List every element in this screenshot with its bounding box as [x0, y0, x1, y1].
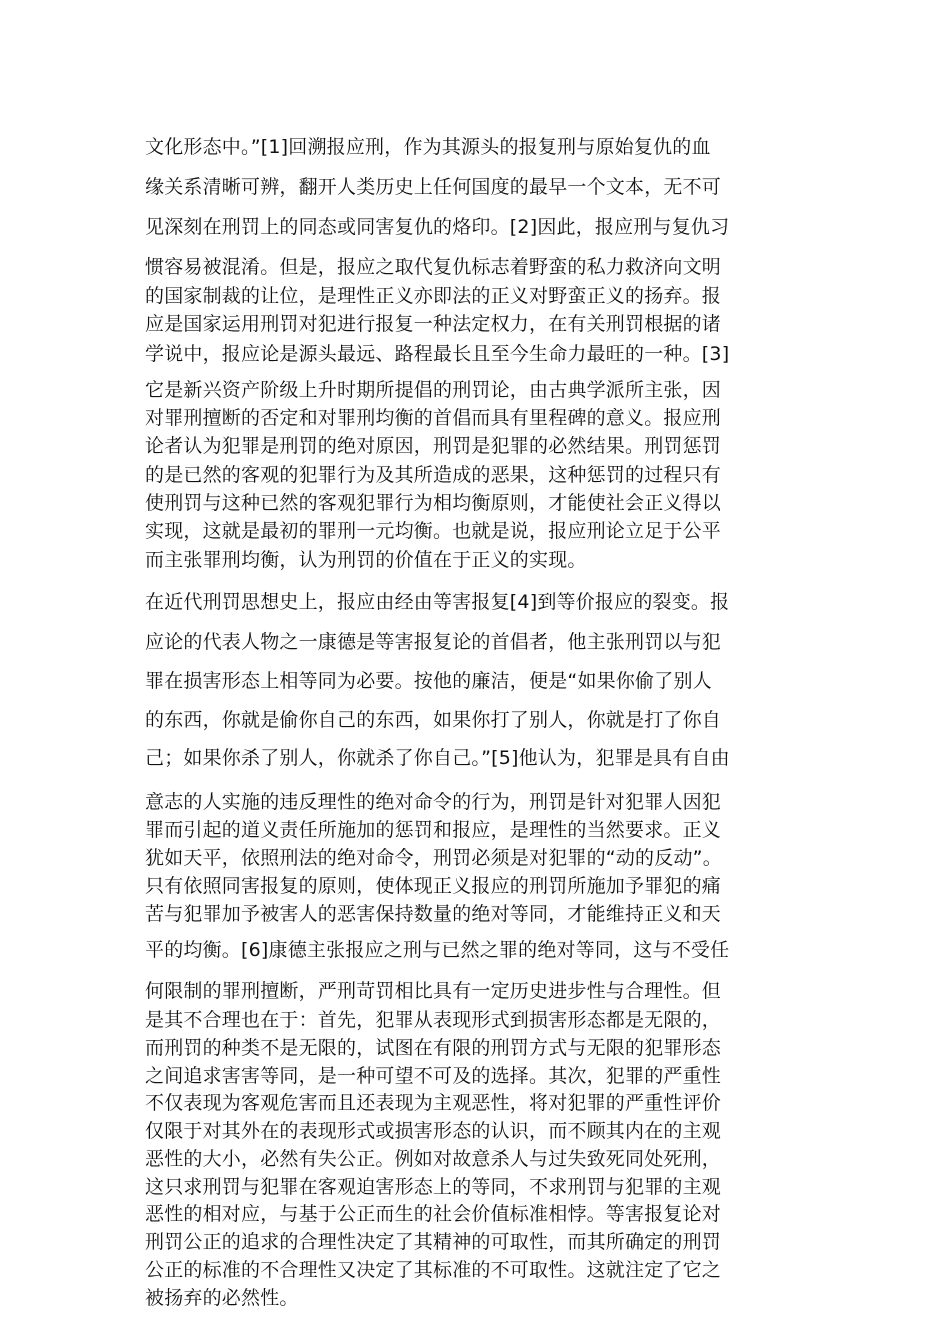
text-line: 见深刻在刑罚上的同态或同害复仇的烙印。[2]因此，报应刑与复仇习 — [145, 216, 730, 238]
text-line: 恶性的大小，必然有失公正。例如对故意杀人与过失致死同处死刑， — [145, 1148, 722, 1170]
text-line: 惯容易被混淆。但是，报应之取代复仇标志着野蛮的私力救济向文明 — [145, 256, 722, 278]
text-line: 己；如果你杀了别人，你就杀了你自己。”[5]他认为，犯罪是具有自由 — [145, 747, 730, 769]
text-line: 平的均衡。[6]康德主张报应之刑与已然之罪的绝对等同，这与不受任 — [145, 939, 730, 961]
text-line: 的是已然的客观的犯罪行为及其所造成的恶果，这种惩罚的过程只有 — [145, 464, 722, 486]
text-line: 学说中，报应论是源头最远、路程最长且至今生命力最旺的一种。[3] — [145, 343, 730, 365]
text-line: 被扬弃的必然性。 — [145, 1287, 299, 1309]
text-line: 的国家制裁的让位，是理性正义亦即法的正义对野蛮正义的扬弃。报 — [145, 285, 722, 307]
text-line: 的东西，你就是偷你自己的东西，如果你打了别人，你就是打了你自 — [145, 709, 722, 731]
text-line: 是其不合理也在于：首先，犯罪从表现形式到损害形态都是无限的， — [145, 1009, 722, 1031]
text-line: 论者认为犯罪是刑罚的绝对原因，刑罚是犯罪的必然结果。刑罚惩罚 — [145, 435, 722, 457]
text-line: 而主张罪刑均衡，认为刑罚的价值在于正义的实现。 — [145, 549, 587, 571]
text-line: 使刑罚与这种已然的客观犯罪行为相均衡原则，才能使社会正义得以 — [145, 492, 722, 514]
text-line: 它是新兴资产阶级上升时期所提倡的刑罚论，由古典学派所主张，因 — [145, 379, 722, 401]
text-line: 只有依照同害报复的原则，使体现正义报应的刑罚所施加予罪犯的痛 — [145, 875, 722, 897]
text-line: 对罪刑擅断的否定和对罪刑均衡的首倡而具有里程碑的意义。报应刑 — [145, 407, 722, 429]
text-line: 实现，这就是最初的罪刑一元均衡。也就是说，报应刑论立足于公平 — [145, 520, 722, 542]
text-line: 犹如天平，依照刑法的绝对命令，刑罚必须是对犯罪的“动的反动”。 — [145, 847, 722, 869]
text-line: 缘关系清晰可辨，翻开人类历史上任何国度的最早一个文本，无不可 — [145, 176, 722, 198]
text-line: 罪而引起的道义责任所施加的惩罚和报应，是理性的当然要求。正义 — [145, 819, 722, 841]
text-line: 应论的代表人物之一康德是等害报复论的首倡者，他主张刑罚以与犯 — [145, 631, 722, 653]
text-line: 意志的人实施的违反理性的绝对命令的行为，刑罚是针对犯罪人因犯 — [145, 791, 722, 813]
text-line: 不仅表现为客观危害而且还表现为主观恶性，将对犯罪的严重性评价 — [145, 1092, 722, 1114]
text-line: 在近代刑罚思想史上，报应由经由等害报复[4]到等价报应的裂变。报 — [145, 591, 730, 613]
text-line: 应是国家运用刑罚对犯进行报复一种法定权力，在有关刑罚根据的诸 — [145, 313, 722, 335]
text-line: 苦与犯罪加予被害人的恶害保持数量的绝对等同，才能维持正义和天 — [145, 903, 722, 925]
text-line: 罪在损害形态上相等同为必要。按他的廉洁，便是“如果你偷了别人 — [145, 670, 712, 692]
text-line: 之间追求害害等同，是一种可望不可及的选择。其次，犯罪的严重性 — [145, 1065, 722, 1087]
text-line: 刑罚公正的追求的合理性决定了其精神的可取性，而其所确定的刑罚 — [145, 1231, 722, 1253]
text-line: 仅限于对其外在的表现形式或损害形态的认识，而不顾其内在的主观 — [145, 1120, 722, 1142]
text-line: 恶性的相对应，与基于公正而生的社会价值标准相悖。等害报复论对 — [145, 1203, 722, 1225]
text-line: 何限制的罪刑擅断，严刑苛罚相比具有一定历史进步性与合理性。但 — [145, 980, 722, 1002]
text-line: 公正的标准的不合理性又决定了其标准的不可取性。这就注定了它之 — [145, 1259, 722, 1281]
text-line: 文化形态中。”[1]回溯报应刑，作为其源头的报复刑与原始复仇的血 — [145, 136, 711, 158]
text-line: 这只求刑罚与犯罪在客观迫害形态上的等同，不求刑罚与犯罪的主观 — [145, 1176, 722, 1198]
text-line: 而刑罚的种类不是无限的，试图在有限的刑罚方式与无限的犯罪形态 — [145, 1037, 722, 1059]
